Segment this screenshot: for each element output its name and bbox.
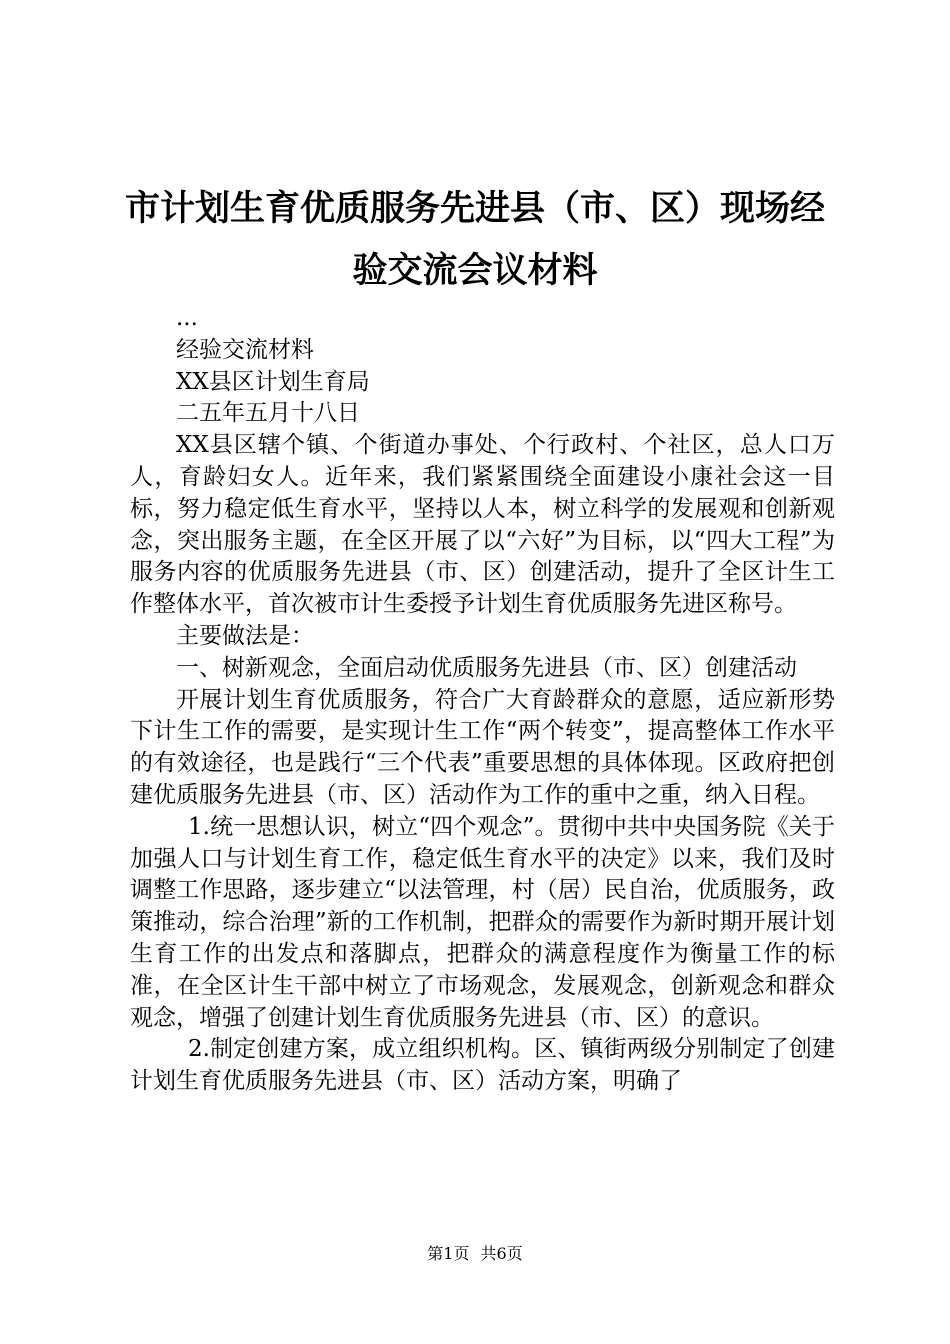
date-line: 二五年五月十八日 [176,400,360,427]
item-2-paragraph: 2.制定创建方案，成立组织机构。区、镇街两级分别制定了创建计划生育优质服务先进县（市、区）活动方案，明确了 [130,1036,835,1095]
document-title: 市计划生育优质服务先进县（市、区）现场经验交流会议材料 [124,189,825,291]
page-number: 第1页 [427,1244,470,1263]
section-heading-1: 一、树新观念，全面启动优质服务先进县（市、区）创建活动 [176,654,797,681]
section-1-paragraph: 开展计划生育优质服务，符合广大育龄群众的意愿，适应新形势下计生工作的需要，是实现计生工作“两个转变”，提高整体工作水平的有效途径，也是践行“三个代表”重要思想的具体体现。区政府把创建优质服务先进县（市、区）活动作为工作的重中之重，纳入日程。 [130,686,835,808]
item-1-paragraph: 1.统一思想认识，树立“四个观念”。贯彻中共中央国务院《关于加强人口与计划生育工作，稳定低生育水平的决定》以来，我们及时调整工作思路，逐步建立“以法管理，村（居）民自治，优质服务，政策推动，综合治理”新的工作机制，把群众的需要作为新时期开展计划生育工作的出发点和落脚点，把群众的满意程度作为衡量工作的标准，在全区计生干部中树立了市场观念，发展观念，创新观念和群众观念，增强了创建计划生育优质服务先进县（市、区）的意识。 [130,813,835,1031]
main-methods-heading: 主要做法是： [176,622,314,649]
material-type-line: 经验交流材料 [176,336,314,363]
intro-paragraph: XX县区辖个镇、个街道办事处、个行政村、个社区，总人口万人，育龄妇女人。近年来，我们紧紧围绕全面建设小康社会这一目标，努力稳定低生育水平，坚持以人本，树立科学的发展观和创新观念，突出服务主题，在全区开展了以“六好”为目标，以“四大工程”为服务内容的优质服务先进县（市、区）创建活动，提升了全区计生工作整体水平，首次被市计生委授予计划生育优质服务先进区称号。 [130,432,835,618]
page-footer [0,1243,950,1265]
page-total: 共6页 [480,1244,523,1263]
ellipsis-line: ... [176,305,198,331]
author-line: XX县区计划生育局 [176,368,370,395]
document-body [130,303,835,1098]
